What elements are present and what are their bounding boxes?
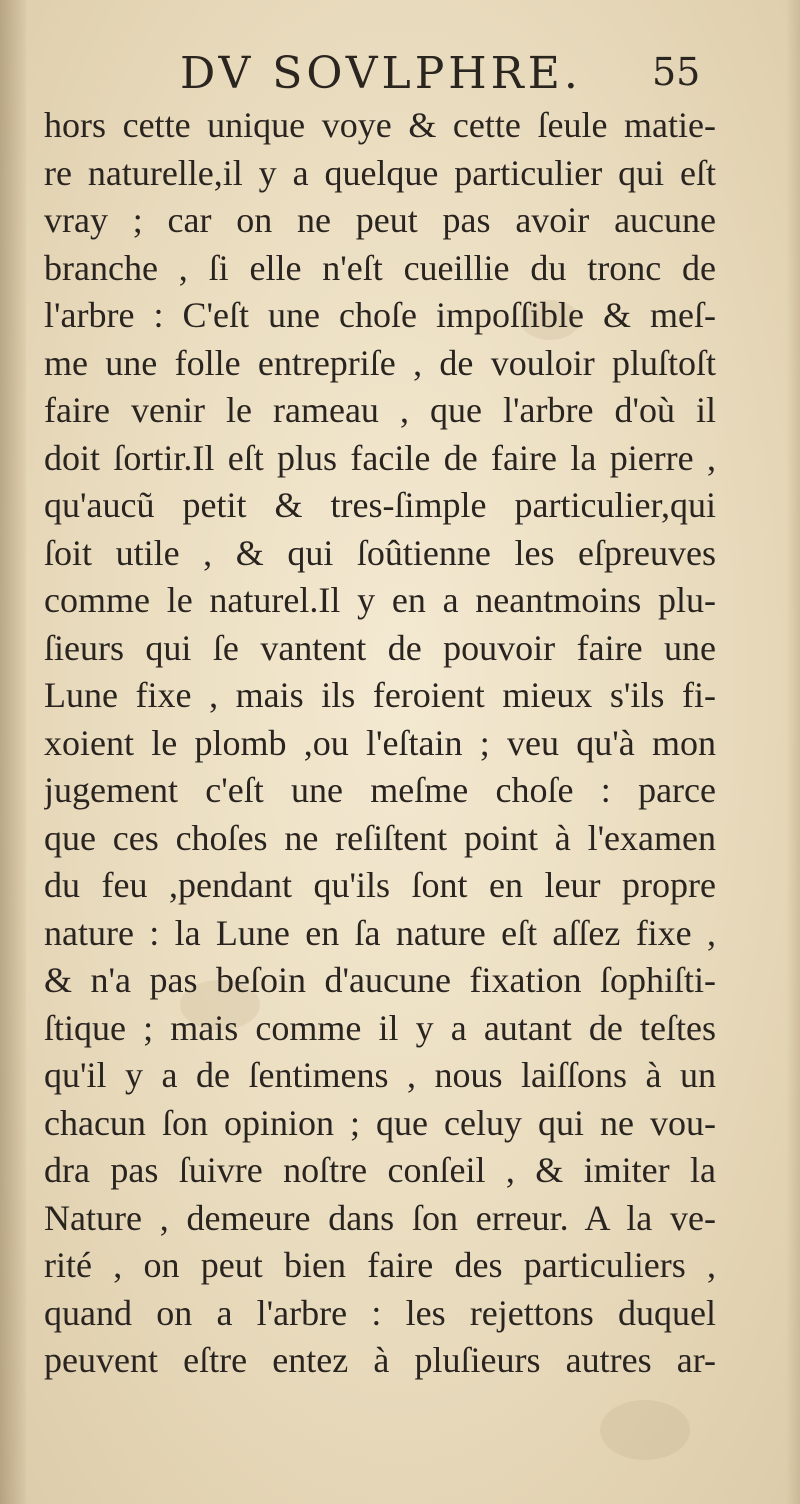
page-edge-shadow (786, 0, 800, 1504)
text-line: quand on a l'arbre : les rejettons duquel (44, 1292, 716, 1333)
text-line: ſoit utile , & qui ſoûtienne les eſpreuves (44, 532, 716, 573)
text-line: comme le naturel.Il y en a neantmoins plu- (44, 580, 716, 620)
text-line: faire venir le rameau , que l'arbre d'où il (44, 390, 716, 430)
paper-stain (600, 1400, 690, 1460)
text-line: qu'il y a de ſentimens , nous laiſſons à un (44, 1055, 716, 1095)
running-title: DV SOVLPHRE. (180, 48, 582, 99)
text-line: doit ſortir.Il eſt plus facile de faire la pierre , (44, 437, 716, 478)
text-line: que ces choſes ne reſiſtent point à l'examen (44, 817, 716, 858)
text-line: & n'a pas beſoin d'aucune fixation ſophiſti- (44, 960, 716, 1000)
text-line: me une folle entrepriſe , de vouloir pluſtoſt (44, 342, 716, 383)
text-line: vray ; car on ne peut pas avoir aucune (44, 200, 716, 240)
text-line: dra pas ſuivre noſtre conſeil , & imiter la (44, 1150, 716, 1190)
page-number: 55 (652, 50, 701, 94)
text-line: hors cette unique voye & cette ſeule matie- (44, 105, 716, 145)
text-line: branche , ſi elle n'eſt cueillie du tronc de (44, 247, 716, 288)
text-line: Nature , demeure dans ſon erreur. A la ve- (44, 1197, 716, 1238)
page-header (40, 48, 760, 108)
text-line: l'arbre : C'eſt une choſe impoſſible & meſ- (44, 295, 716, 335)
body-text (44, 102, 716, 1385)
text-line: du feu ,pendant qu'ils ſont en leur propre (44, 865, 716, 905)
text-line: nature : la Lune en ſa nature eſt aſſez fixe , (44, 912, 716, 953)
text-line: jugement c'eſt une meſme choſe : parce (44, 770, 716, 810)
text-line: qu'aucũ petit & tres-ſimple particulier,qui (44, 485, 716, 525)
text-line: ſieurs qui ſe vantent de pouvoir faire une (44, 627, 716, 668)
text-line: rité , on peut bien faire des particuliers , (44, 1245, 716, 1285)
text-line: re naturelle,il y a quelque particulier qui eſt (44, 152, 716, 193)
text-line: chacun ſon opinion ; que celuy qui ne vou- (44, 1102, 716, 1143)
text-line: ſtique ; mais comme il y a autant de teſtes (44, 1007, 716, 1048)
text-line: xoient le plomb ,ou l'eſtain ; veu qu'à mon (44, 722, 716, 763)
text-line: peuvent eſtre entez à pluſieurs autres ar- (44, 1340, 716, 1380)
page-gutter-shadow (0, 0, 26, 1504)
text-line: Lune fixe , mais ils feroient mieux s'ils fi- (44, 675, 716, 715)
